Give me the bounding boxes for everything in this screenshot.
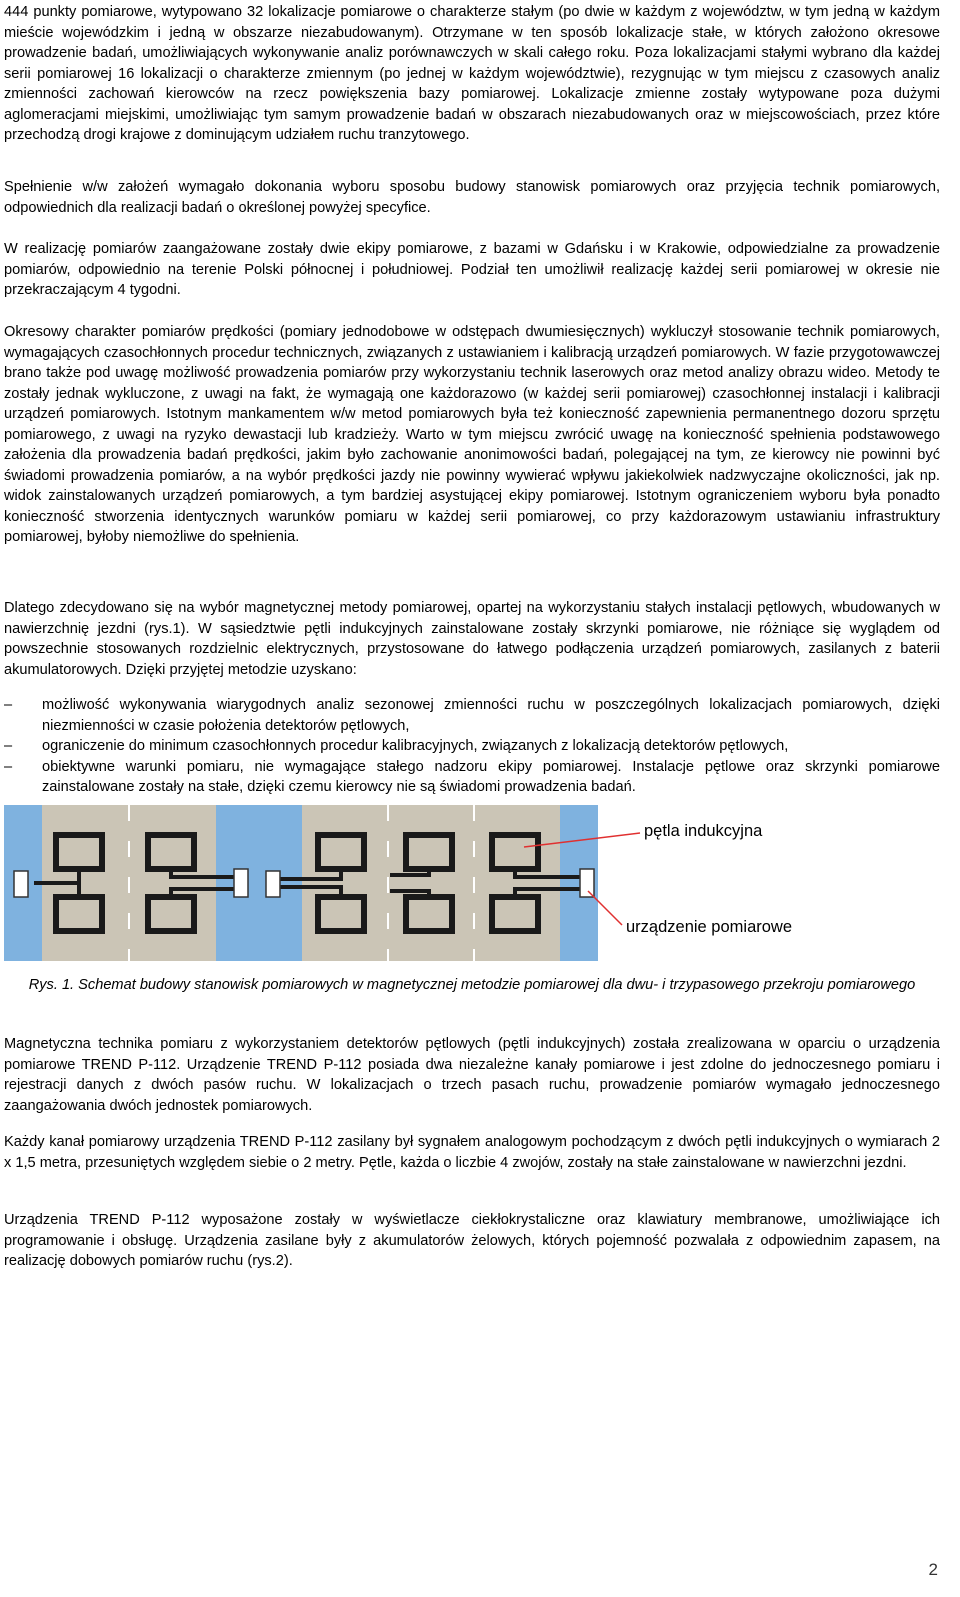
figure-loop-schematic [4,805,940,965]
loop-schematic-drawing [4,805,940,965]
measuring-box [14,871,28,897]
figure-caption: Rys. 1. Schemat budowy stanowisk pomiarowych w magnetycznej metodzie pomiarowej dla dwu- i trzypasowego przekroju pomiarowego [28,977,916,993]
list-item-text: obiektywne warunki pomiaru, nie wymagające stałego nadzoru ekipy pomiarowej. Instalacje pętlowe oraz skrzynki pomiarowe zainstalowane zostały na stałe, dzięki czemu kierowcy nie są świadomi prowadzenia badań. [42,758,940,795]
label-induction-loop: pętla indukcyjna [644,822,763,840]
roadside-middle [216,805,302,961]
paragraph-6: Magnetyczna technika pomiaru z wykorzystaniem detektorów pętlowych (pętli indukcyjnych) została zrealizowana w oparciu o urządzenia pomiarowe TREND P-112. Urządzenie TREND P-112 posiada dwa niezależne kanały pomiarowe i jest zdolne do jednoczesnego pomiaru i rejestracji danych z dwóch pasów ruchu. W lokalizacjach o trzech pasach ruchu, prowadzenie pomiarów wymagało jednoczesnego zaangażowania dwóch jednostek pomiarowych. [4,1036,940,1114]
list-item-text: ograniczenie do minimum czasochłonnych procedur kalibracyjnych, związanych z lokalizacją detektorów pętlowych, [42,738,789,754]
list-item [4,736,940,757]
paragraph-7: Każdy kanał pomiarowy urządzenia TREND P-112 zasilany był sygnałem analogowym pochodzącym z dwóch pętli indukcyjnych o wymiarach 2 x 1,5 metra, przesuniętych względem siebie o 2 metry. Pętle, każda o liczbie 4 zwojów, zostały na stałe zainstalowane w nawierzchni jezdni. [4,1134,940,1171]
paragraph-5: Dlatego zdecydowano się na wybór magnetycznej metody pomiarowej, opartej na wykorzystaniu stałych instalacji pętlowych, wbudowanych w nawierzchnię jezdni (rys.1). W sąsiedztwie pętli indukcyjnych zainstalowane zostały skrzynki pomiarowe, nie różniące się wyglądem od powszechnie stosowanych rozdzielnic elektrycznych, przystosowane do łatwego podłączenia urządzeń pomiarowych, zasilanych z baterii akumulatorowych. Dzięki przyjętej metodzie uzyskano: [4,600,940,678]
list-item-text: możliwość wykonywania wiarygodnych analiz sezonowej zmienności ruchu w poszczególnych lokalizacjach pomiarowych, dzięki niezmienności w czasie położenia detektorów pętlowych, [42,697,940,734]
dash-marker: – [4,738,13,754]
dash-marker: – [4,697,13,713]
measuring-box [234,869,248,897]
paragraph-2: Spełnienie w/w założeń wymagało dokonania wyboru sposobu budowy stanowisk pomiarowych oraz przyjęcia technik pomiarowych, odpowiednich dla realizacji badań o określonej powyżej specyfice. [4,179,940,216]
list-item [4,695,940,736]
label-measuring-device: urządzenie pomiarowe [626,918,793,936]
page-number: 2 [928,1560,938,1579]
measuring-box [580,869,594,897]
list-item [4,757,940,798]
measuring-box [266,871,280,897]
paragraph-4: Okresowy charakter pomiarów prędkości (pomiary jednodobowe w odstępach dwumiesięcznych) wykluczył stosowanie technik pomiarowych, wymagających czasochłonnych procedur technicznych, związanych z ustawianiem i kalibracją urządzeń pomiarowych. W fazie przygotowawczej brano także pod uwagę możliwość prowadzenia pomiarów przy wykorzystaniu technik laserowych oraz metod analizy obrazu wideo. Metody te zostały jednak wykluczone, z uwagi na fakt, że wymagają one każdorazowo (w każdej serii pomiarowej) czasochłonnej instalacji i kalibracji urządzeń pomiarowych. Istotnym mankamentem w/w metod pomiarowych była też konieczność zapewnienia permanentnego dozoru sprzętu pomiarowego, z uwagi na ryzyko dewastacji lub kradzieży. Warto w tym miejscu zwrócić uwagę na konieczność spełnienia podstawowego założenia dla prowadzenia badań prędkości, jakim było zachowanie anonimowości badań, polegającej na tym, ze kierowcy nie powinni być świadomi prowadzenia pomiarów, a na wybór prędkości jazdy nie powinny wywierać wpływu jakiekolwiek nadzwyczajne okoliczności, jak np. widok zainstalowanych urządzeń pomiarowych, a tym bardziej asystującej ekipy pomiarowej. Istotnym ograniczeniem wyboru była ponadto konieczność stworzenia identycznych warunków pomiaru w każdej serii pomiarowej, co przy każdorazowym ustawianiu infrastruktury pomiarowej, byłoby niemożliwe do spełnienia. [4,324,940,545]
paragraph-3: W realizację pomiarów zaangażowane zostały dwie ekipy pomiarowe, z bazami w Gdańsku i w Krakowie, odpowiedzialne za prowadzenie pomiarów, odpowiednio na terenie Polski północnej i południowej. Podział ten umożliwił realizację każdej serii pomiarowej w okresie nie przekraczającym 4 tygodni. [4,241,940,298]
paragraph-1: 444 punkty pomiarowe, wytypowano 32 lokalizacje pomiarowe o charakterze stałym (po dwie w każdym z województw, w tym jedną w każdym mieście wojewódzkim i jedną w obszarze niezabudowanym). Otrzymane w ten sposób lokalizacje stałe, w których założono okresowe prowadzenie badań, umożliwiających wykonywanie analiz porównawczych w skali całego roku. Poza lokalizacjami stałymi wybrano dla każdej serii pomiarowej 16 lokalizacji o charakterze zmiennym (po jednej w każdym województwie), rezygnując w tym miejscu z czasowych analiz zmienności zachowań kierowców na rzecz powiększenia bazy pomiarowej. Lokalizacje zmienne zostały wytypowane poza dużymi aglomeracjami miejskimi, umożliwiając tym samym prowadzenie badań w obszarach niezabudowanych oraz w miejscowościach, przez które przechodzą drogi krajowe z dominującym udziałem ruchu tranzytowego. [4,4,940,143]
dash-marker: – [4,758,13,775]
benefits-list [4,695,940,798]
paragraph-8: Urządzenia TREND P-112 wyposażone zostały w wyświetlacze ciekłokrystaliczne oraz klawiatury membranowe, umożliwiające ich programowanie i obsługę. Urządzenia zasilane były z akumulatorów żelowych, których pojemność pozwalała z odpowiednim zapasem, na realizację dobowych pomiarów ruchu (rys.2). [4,1212,940,1269]
pavement-road-2 [302,805,560,961]
